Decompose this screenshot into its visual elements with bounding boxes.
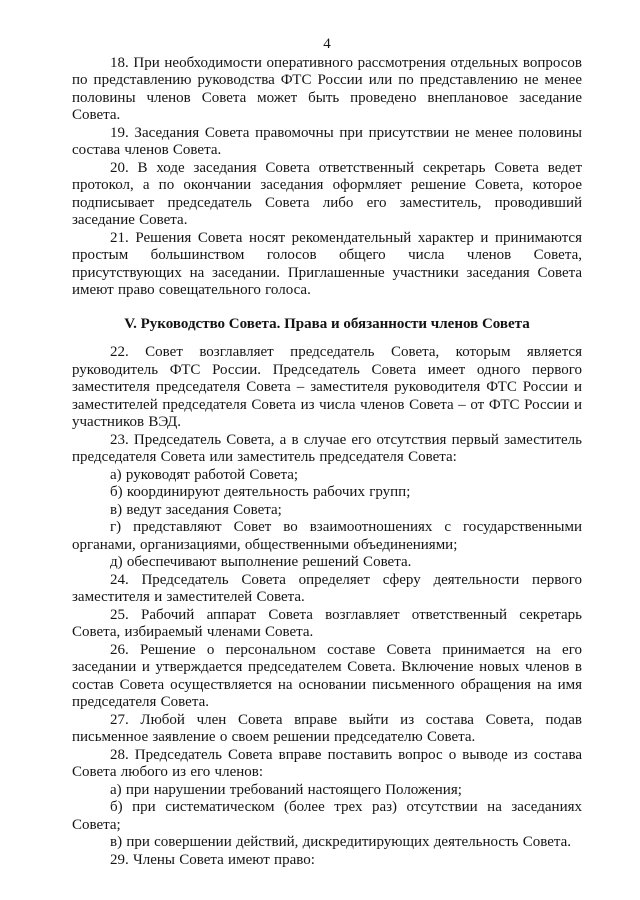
page-number: 4 bbox=[323, 36, 331, 52]
paragraph-18: 18. При необходимости оперативного рассмотрения отдельных вопросов по представлению руководства ФТС России или по представлению не менее половины членов Совета может быть проведено внеплановое заседание Совета. bbox=[72, 54, 582, 123]
paragraph-29: 29. Члены Совета имеют право: bbox=[110, 851, 315, 868]
paragraph-20: 20. В ходе заседания Совета ответственный секретарь Совета ведет протокол, а по окончании заседания оформляет решение Совета, которое подписывает председатель Совета либо его заместитель, проводивший заседание Совета. bbox=[72, 159, 582, 228]
paragraph-23-item-b: б) координируют деятельность рабочих групп; bbox=[110, 484, 411, 500]
section-v-heading: V. Руководство Совета. Права и обязанности членов Совета bbox=[124, 315, 530, 332]
paragraph-23-intro: 23. Председатель Совета, а в случае его отсутствия первый заместитель председателя Совета или заместитель председателя Совета: bbox=[72, 431, 582, 465]
paragraph-23-item-d: д) обеспечивают выполнение решений Совета. bbox=[110, 554, 412, 570]
paragraph-23-item-a: а) руководят работой Совета; bbox=[110, 466, 299, 483]
paragraph-26: 26. Решение о персональном составе Совета принимается на его заседании и утверждается председателем Совета. Включение новых членов в состав Совета осуществляется на основании письменного обращения на имя председателя Совета. bbox=[72, 641, 582, 710]
paragraph-28-item-b: б) при систематическом (более трех раз) отсутствии на заседаниях Совета; bbox=[72, 799, 582, 833]
paragraph-28-item-a: а) при нарушении требований настоящего Положения; bbox=[110, 781, 462, 798]
paragraph-23-item-g: г) представляют Совет во взаимоотношениях с государственными органами, организациями, общественными объединениями; bbox=[72, 519, 582, 553]
paragraph-24: 24. Председатель Совета определяет сферу деятельности первого заместителя и заместителей Совета. bbox=[72, 571, 582, 605]
paragraph-27: 27. Любой член Совета вправе выйти из состава Совета, подав письменное заявление о своем решении председателю Совета. bbox=[72, 711, 582, 745]
paragraph-28-intro: 28. Председатель Совета вправе поставить вопрос о выводе из состава Совета любого из его членов: bbox=[72, 746, 582, 780]
paragraph-28-item-v: в) при совершении действий, дискредитирующих деятельность Совета. bbox=[110, 834, 572, 850]
paragraph-19: 19. Заседания Совета правомочны при присутствии не менее половины состава членов Совета. bbox=[72, 124, 582, 158]
paragraph-23-item-v: в) ведут заседания Совета; bbox=[110, 501, 282, 518]
paragraph-22: 22. Совет возглавляет председатель Совета, которым является руководитель ФТС России. Председатель Совета имеет одного первого заместителя председателя Совета – заместителя руководителя ФТС России и заместителей председателя Совета из числа членов Совета – от ФТС России и участников ВЭД. bbox=[72, 344, 582, 430]
paragraph-25: 25. Рабочий аппарат Совета возглавляет ответственный секретарь Совета, избираемый членами Совета. bbox=[72, 606, 582, 640]
paragraph-21: 21. Решения Совета носят рекомендательный характер и принимаются простым большинством голосов общего числа членов Совета, присутствующих на заседании. Приглашенные участники заседания Совета имеют право совещательного голоса. bbox=[72, 229, 582, 298]
